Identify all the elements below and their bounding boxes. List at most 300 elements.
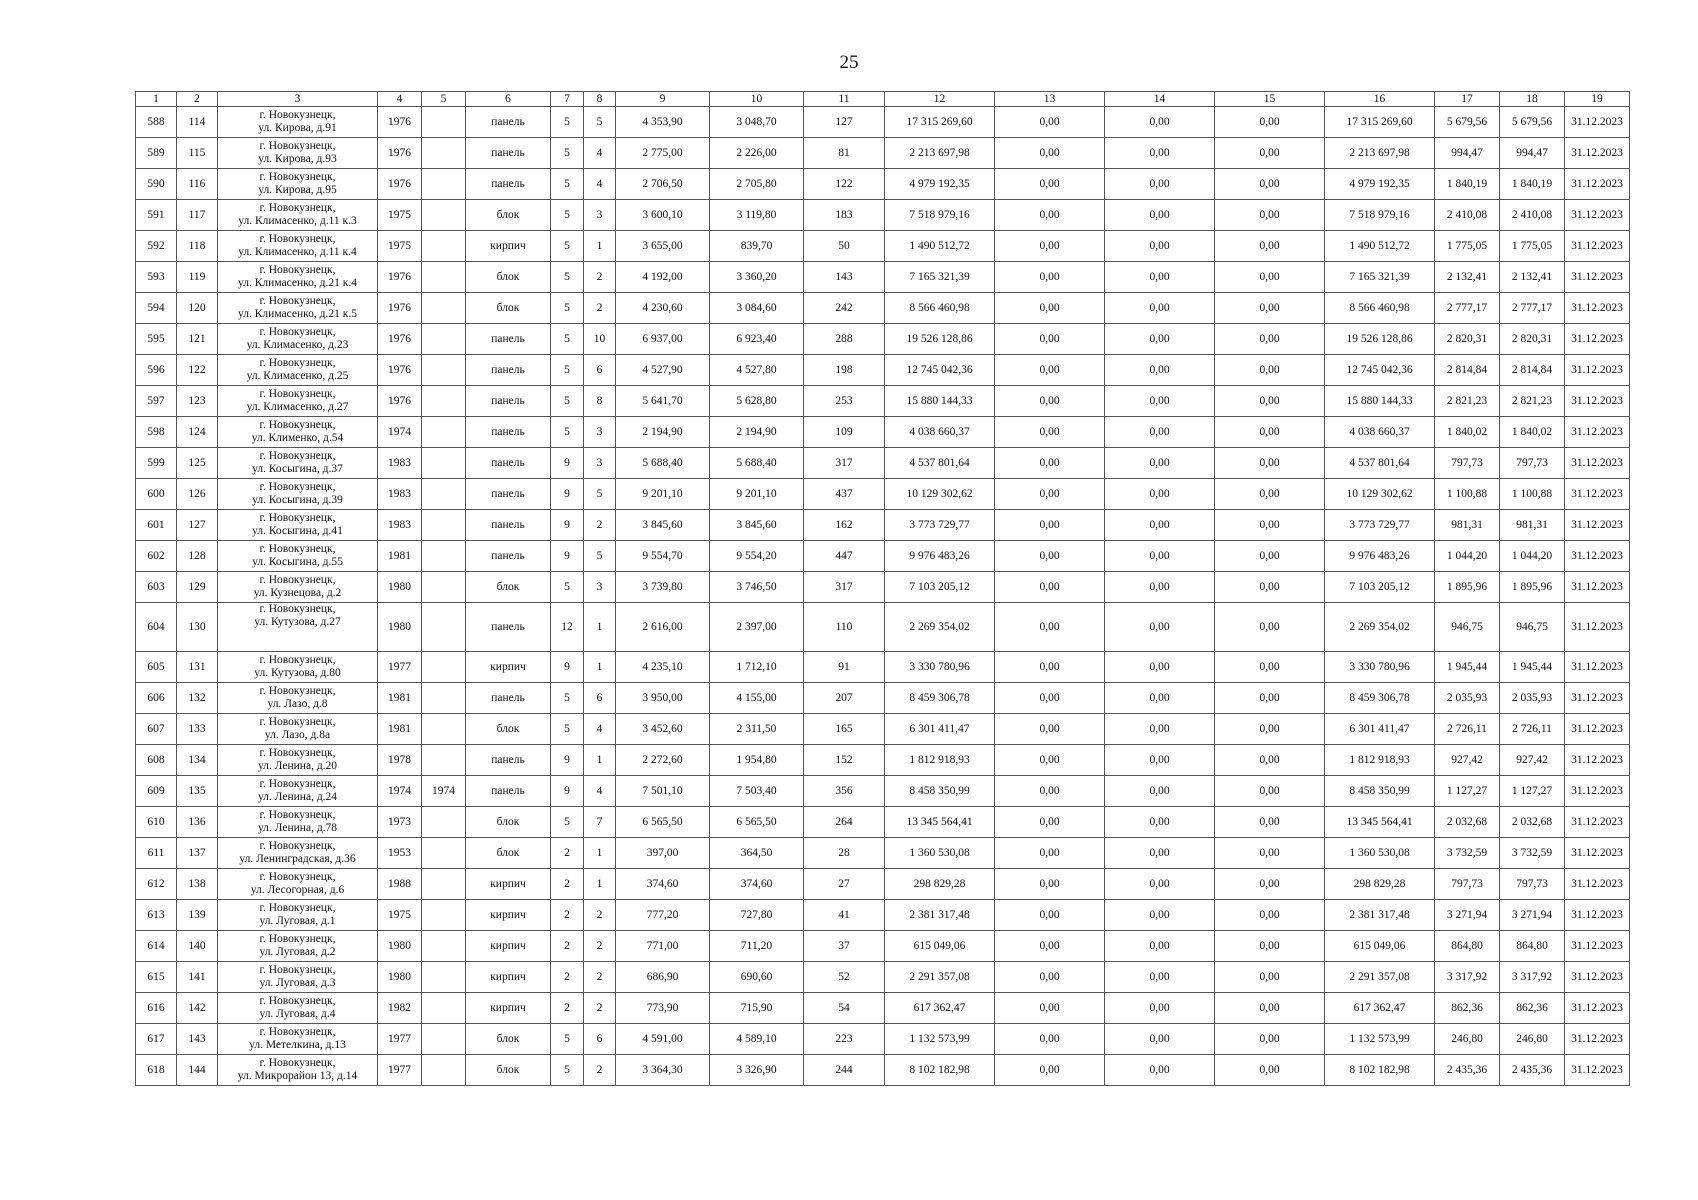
address-street: ул. Лазо, д.8 <box>267 698 328 710</box>
table-cell: 1 775,05 <box>1435 231 1500 262</box>
table-cell: 31.12.2023 <box>1565 745 1630 776</box>
table-cell: 0,00 <box>1215 448 1325 479</box>
table-cell: 3 773 729,77 <box>1325 510 1435 541</box>
table-cell: 0,00 <box>1215 838 1325 869</box>
table-cell: 7 <box>584 807 616 838</box>
address-cell <box>218 417 378 448</box>
table-row <box>136 745 1630 776</box>
table-cell: 0,00 <box>1215 652 1325 683</box>
table-cell: 593 <box>136 262 177 293</box>
table-cell: 3 739,80 <box>616 572 710 603</box>
table-cell: 126 <box>177 479 218 510</box>
address-cell <box>218 231 378 262</box>
address-city: г. Новокузнецк, <box>259 481 336 493</box>
table-cell: 1 <box>584 231 616 262</box>
table-cell <box>422 652 466 683</box>
table-cell: 1 954,80 <box>710 745 804 776</box>
table-cell: 8 458 350,99 <box>1325 776 1435 807</box>
table-row <box>136 1024 1630 1055</box>
table-cell: 0,00 <box>1215 683 1325 714</box>
table-row <box>136 355 1630 386</box>
address-cell <box>218 169 378 200</box>
table-cell: 9 <box>551 652 584 683</box>
table-cell: 127 <box>177 510 218 541</box>
table-cell: 0,00 <box>1215 931 1325 962</box>
table-cell: 0,00 <box>1105 200 1215 231</box>
table-cell: 1983 <box>378 448 422 479</box>
table-cell: 8 458 350,99 <box>885 776 995 807</box>
table-cell: 2 814,84 <box>1500 355 1565 386</box>
table-cell: 6 <box>584 355 616 386</box>
address-street: ул. Луговая, д.2 <box>259 946 336 958</box>
table-cell: 2 035,93 <box>1500 683 1565 714</box>
address-cell <box>218 993 378 1024</box>
table-cell: 600 <box>136 479 177 510</box>
table-cell: 609 <box>136 776 177 807</box>
table-cell: 2 705,80 <box>710 169 804 200</box>
table-cell: 5 <box>551 714 584 745</box>
table-cell: 3 <box>584 448 616 479</box>
table-cell: 0,00 <box>1215 993 1325 1024</box>
table-cell: 2 <box>584 931 616 962</box>
table-cell: 198 <box>804 355 885 386</box>
table-cell: 0,00 <box>995 324 1105 355</box>
table-cell: 4 589,10 <box>710 1024 804 1055</box>
table-cell: 135 <box>177 776 218 807</box>
address-cell <box>218 714 378 745</box>
table-cell: 246,80 <box>1500 1024 1565 1055</box>
address-street: ул. Метелкина, д.13 <box>249 1039 346 1051</box>
address-cell <box>218 386 378 417</box>
table-cell: 6 301 411,47 <box>885 714 995 745</box>
table-cell: 0,00 <box>1105 572 1215 603</box>
column-header: 18 <box>1500 92 1565 107</box>
table-cell: 946,75 <box>1500 603 1565 652</box>
table-cell: 1980 <box>378 572 422 603</box>
table-cell: панель <box>466 541 551 572</box>
table-cell: 4 230,60 <box>616 293 710 324</box>
table-cell: 0,00 <box>995 262 1105 293</box>
table-cell: 1 895,96 <box>1500 572 1565 603</box>
table-cell: 0,00 <box>1105 479 1215 510</box>
table-cell: 862,36 <box>1435 993 1500 1024</box>
table-cell: 608 <box>136 745 177 776</box>
table-cell: 356 <box>804 776 885 807</box>
address-city: г. Новокузнецк, <box>259 357 336 369</box>
table-cell: 2 <box>551 869 584 900</box>
table-cell: 1974 <box>378 776 422 807</box>
address-cell <box>218 745 378 776</box>
table-cell: 596 <box>136 355 177 386</box>
table-cell: 5 688,40 <box>710 448 804 479</box>
table-cell: 618 <box>136 1055 177 1086</box>
table-cell: 711,20 <box>710 931 804 962</box>
table-cell: 602 <box>136 541 177 572</box>
table-cell: 253 <box>804 386 885 417</box>
column-header: 11 <box>804 92 885 107</box>
table-cell: 2 <box>551 900 584 931</box>
table-cell: 2 <box>584 962 616 993</box>
table-cell <box>422 386 466 417</box>
address-street: ул. Луговая, д.4 <box>259 1008 336 1020</box>
table-cell: 0,00 <box>1215 386 1325 417</box>
address-city: г. Новокузнецк, <box>259 202 336 214</box>
table-cell: 12 <box>551 603 584 652</box>
table-cell: 0,00 <box>995 652 1105 683</box>
table-cell: 132 <box>177 683 218 714</box>
table-cell: 2 <box>584 262 616 293</box>
table-cell: 6 565,50 <box>710 807 804 838</box>
table-cell: 5 <box>551 386 584 417</box>
table-cell: 5 <box>551 107 584 138</box>
table-cell: 17 315 269,60 <box>1325 107 1435 138</box>
table-cell: 122 <box>804 169 885 200</box>
table-cell: 7 518 979,16 <box>885 200 995 231</box>
table-cell: 601 <box>136 510 177 541</box>
table-cell: 317 <box>804 448 885 479</box>
table-cell: 52 <box>804 962 885 993</box>
table-cell <box>422 262 466 293</box>
table-cell: 6 <box>584 683 616 714</box>
table-cell: 0,00 <box>1105 776 1215 807</box>
table-cell: 2 706,50 <box>616 169 710 200</box>
table-cell: 1 <box>584 652 616 683</box>
table-cell: 4 192,00 <box>616 262 710 293</box>
table-cell <box>422 200 466 231</box>
table-cell: 1978 <box>378 745 422 776</box>
table-cell: 137 <box>177 838 218 869</box>
table-cell: 1977 <box>378 652 422 683</box>
address-cell <box>218 931 378 962</box>
table-cell: 6 923,40 <box>710 324 804 355</box>
table-cell: 7 165 321,39 <box>885 262 995 293</box>
table-cell: 9 <box>551 479 584 510</box>
table-cell: 28 <box>804 838 885 869</box>
table-cell: 2 435,36 <box>1435 1055 1500 1086</box>
address-street: ул. Косыгина, д.37 <box>252 463 343 475</box>
table-cell: 0,00 <box>1215 355 1325 386</box>
page-number: 25 <box>839 52 859 73</box>
table-cell: 981,31 <box>1435 510 1500 541</box>
table-cell: 121 <box>177 324 218 355</box>
table-cell: 2 <box>584 293 616 324</box>
address-city: г. Новокузнецк, <box>259 419 336 431</box>
table-cell: 4 979 192,35 <box>885 169 995 200</box>
column-header: 6 <box>466 92 551 107</box>
address-street: ул. Ленинградская, д.36 <box>239 853 356 865</box>
address-city: г. Новокузнецк, <box>259 326 336 338</box>
header-row <box>136 92 1630 107</box>
table-cell: 9 976 483,26 <box>885 541 995 572</box>
address-city: г. Новокузнецк, <box>259 995 336 1007</box>
table-cell: 0,00 <box>995 448 1105 479</box>
table-cell: панель <box>466 510 551 541</box>
table-cell <box>422 107 466 138</box>
table-cell: 2 726,11 <box>1500 714 1565 745</box>
table-cell: 2 381 317,48 <box>885 900 995 931</box>
table-cell: 4 155,00 <box>710 683 804 714</box>
table-cell: 242 <box>804 293 885 324</box>
table-cell: 994,47 <box>1500 138 1565 169</box>
table-cell: 298 829,28 <box>1325 869 1435 900</box>
table-cell: 0,00 <box>995 572 1105 603</box>
address-city: г. Новокузнецк, <box>259 840 336 852</box>
table-cell: 1 840,02 <box>1500 417 1565 448</box>
table-cell: 2 226,00 <box>710 138 804 169</box>
column-header: 12 <box>885 92 995 107</box>
table-header <box>136 92 1630 107</box>
table-cell: 0,00 <box>995 293 1105 324</box>
table-cell: 15 880 144,33 <box>1325 386 1435 417</box>
table-cell: 0,00 <box>1215 262 1325 293</box>
table-cell: 118 <box>177 231 218 262</box>
address-street: ул. Климасенко, д.21 к.5 <box>238 308 357 320</box>
address-city: г. Новокузнецк, <box>259 716 336 728</box>
table-cell: 0,00 <box>1215 714 1325 745</box>
table-cell: 0,00 <box>1215 1055 1325 1086</box>
table-cell: 0,00 <box>1105 1024 1215 1055</box>
table-cell: 31.12.2023 <box>1565 138 1630 169</box>
address-city: г. Новокузнецк, <box>259 574 336 586</box>
table-cell: 5 <box>551 417 584 448</box>
table-cell: 2 035,93 <box>1435 683 1500 714</box>
table-cell: 864,80 <box>1435 931 1500 962</box>
table-cell: 1 360 530,08 <box>885 838 995 869</box>
address-cell <box>218 479 378 510</box>
table-row <box>136 138 1630 169</box>
table-cell: 773,90 <box>616 993 710 1024</box>
table-cell: 1976 <box>378 262 422 293</box>
table-row <box>136 714 1630 745</box>
address-street: ул. Клименко, д.54 <box>251 432 344 444</box>
table-cell: 31.12.2023 <box>1565 714 1630 745</box>
column-header: 7 <box>551 92 584 107</box>
table-cell: 1981 <box>378 541 422 572</box>
table-cell: 0,00 <box>995 231 1105 262</box>
table-cell: 143 <box>177 1024 218 1055</box>
table-cell: 0,00 <box>1215 169 1325 200</box>
table-cell: 981,31 <box>1500 510 1565 541</box>
table-cell: 1 100,88 <box>1500 479 1565 510</box>
address-cell <box>218 652 378 683</box>
table-cell: 2 616,00 <box>616 603 710 652</box>
table-cell: 8 102 182,98 <box>1325 1055 1435 1086</box>
table-cell: 6 301 411,47 <box>1325 714 1435 745</box>
table-cell: 0,00 <box>1105 138 1215 169</box>
table-cell: 0,00 <box>995 107 1105 138</box>
table-cell: 4 979 192,35 <box>1325 169 1435 200</box>
table-cell: 264 <box>804 807 885 838</box>
table-cell: 611 <box>136 838 177 869</box>
table-cell: 10 <box>584 324 616 355</box>
table-cell: 592 <box>136 231 177 262</box>
table-cell: 5 <box>551 138 584 169</box>
address-city: г. Новокузнецк, <box>259 450 336 462</box>
table-cell: 1 490 512,72 <box>885 231 995 262</box>
table-cell: 6 937,00 <box>616 324 710 355</box>
table-cell: 5 <box>551 1055 584 1086</box>
table-cell: 0,00 <box>995 714 1105 745</box>
table-cell: 0,00 <box>1215 417 1325 448</box>
address-cell <box>218 683 378 714</box>
table-row <box>136 603 1630 652</box>
table-cell: 2 032,68 <box>1435 807 1500 838</box>
table-cell: 0,00 <box>1105 807 1215 838</box>
table-cell: 133 <box>177 714 218 745</box>
table-cell: 927,42 <box>1435 745 1500 776</box>
table-cell: 2 775,00 <box>616 138 710 169</box>
table-cell: 143 <box>804 262 885 293</box>
column-header: 8 <box>584 92 616 107</box>
address-street: ул. Кузнецова, д.2 <box>253 587 342 599</box>
table-cell: 0,00 <box>995 138 1105 169</box>
table-cell: 0,00 <box>995 931 1105 962</box>
table-cell: 31.12.2023 <box>1565 776 1630 807</box>
table-cell: 1 840,19 <box>1500 169 1565 200</box>
column-header: 4 <box>378 92 422 107</box>
table-cell: 1 945,44 <box>1435 652 1500 683</box>
table-cell: 9 <box>551 448 584 479</box>
address-cell <box>218 324 378 355</box>
table-cell: 3 773 729,77 <box>885 510 995 541</box>
table-cell: 1 840,02 <box>1435 417 1500 448</box>
table-cell <box>422 355 466 386</box>
table-cell: 3 732,59 <box>1500 838 1565 869</box>
table-cell: 5 <box>551 200 584 231</box>
table-cell: 1 132 573,99 <box>885 1024 995 1055</box>
table-cell: 120 <box>177 293 218 324</box>
table-cell: 4 527,80 <box>710 355 804 386</box>
table-cell: панель <box>466 417 551 448</box>
table-cell: 0,00 <box>1105 838 1215 869</box>
table-cell: 0,00 <box>1105 169 1215 200</box>
table-cell: 3 452,60 <box>616 714 710 745</box>
table-cell: 122 <box>177 355 218 386</box>
table-cell: 2 291 357,08 <box>885 962 995 993</box>
table-cell: 115 <box>177 138 218 169</box>
table-cell: 5 688,40 <box>616 448 710 479</box>
column-header: 5 <box>422 92 466 107</box>
table-cell <box>422 603 466 652</box>
table-cell: 17 315 269,60 <box>885 107 995 138</box>
table-cell: 4 <box>584 714 616 745</box>
table-cell: 374,60 <box>710 869 804 900</box>
table-cell: 127 <box>804 107 885 138</box>
table-cell: 615 049,06 <box>1325 931 1435 962</box>
table-cell: 27 <box>804 869 885 900</box>
table-cell: 140 <box>177 931 218 962</box>
table-cell: 603 <box>136 572 177 603</box>
address-cell <box>218 900 378 931</box>
table-cell: 31.12.2023 <box>1565 541 1630 572</box>
column-header: 14 <box>1105 92 1215 107</box>
table-cell: 244 <box>804 1055 885 1086</box>
address-city: г. Новокузнецк, <box>259 654 336 666</box>
table-cell: 3 845,60 <box>616 510 710 541</box>
address-cell <box>218 1055 378 1086</box>
address-cell <box>218 603 378 652</box>
table-cell: 0,00 <box>1215 200 1325 231</box>
table-cell: 1988 <box>378 869 422 900</box>
table-cell: 1 <box>584 603 616 652</box>
table-cell: 31.12.2023 <box>1565 993 1630 1024</box>
table-cell: 2 814,84 <box>1435 355 1500 386</box>
table-cell <box>422 838 466 869</box>
table-cell: 1975 <box>378 200 422 231</box>
table-cell: 31.12.2023 <box>1565 572 1630 603</box>
table-cell: кирпич <box>466 900 551 931</box>
table-row <box>136 572 1630 603</box>
table-cell: 4 235,10 <box>616 652 710 683</box>
table-cell: 613 <box>136 900 177 931</box>
table-cell: панель <box>466 355 551 386</box>
column-header: 17 <box>1435 92 1500 107</box>
address-cell <box>218 541 378 572</box>
table-cell: 1 044,20 <box>1500 541 1565 572</box>
table-cell: 0,00 <box>1215 293 1325 324</box>
column-header: 3 <box>218 92 378 107</box>
table-row <box>136 1055 1630 1086</box>
table-cell <box>422 510 466 541</box>
address-city: г. Новокузнецк, <box>259 871 336 883</box>
table-cell: 0,00 <box>995 603 1105 652</box>
table-cell: 1976 <box>378 386 422 417</box>
table-cell <box>422 869 466 900</box>
table-cell: 2 435,36 <box>1500 1055 1565 1086</box>
table-cell: 9 201,10 <box>710 479 804 510</box>
table-cell: 946,75 <box>1435 603 1500 652</box>
table-cell: 615 <box>136 962 177 993</box>
table-cell: 31.12.2023 <box>1565 603 1630 652</box>
table-cell: 797,73 <box>1435 869 1500 900</box>
table-cell: 1975 <box>378 900 422 931</box>
address-city: г. Новокузнецк, <box>259 295 336 307</box>
address-street: ул. Лазо, д.8а <box>264 729 331 741</box>
address-street: ул. Климасенко, д.27 <box>246 401 349 413</box>
table-row <box>136 510 1630 541</box>
table-cell: 0,00 <box>995 386 1105 417</box>
table-cell: 2 821,23 <box>1435 386 1500 417</box>
table-cell: 0,00 <box>995 169 1105 200</box>
table-cell: 5 628,80 <box>710 386 804 417</box>
column-header: 15 <box>1215 92 1325 107</box>
table-cell: кирпич <box>466 993 551 1024</box>
address-city: г. Новокузнецк, <box>259 512 336 524</box>
table-cell: панель <box>466 479 551 510</box>
table-cell: 0,00 <box>1105 603 1215 652</box>
address-street: ул. Кирова, д.91 <box>258 122 337 134</box>
table-cell: 597 <box>136 386 177 417</box>
table-cell <box>422 683 466 714</box>
table-cell: 0,00 <box>1105 510 1215 541</box>
table-cell <box>422 962 466 993</box>
address-city: г. Новокузнецк, <box>259 264 336 276</box>
table-cell: блок <box>466 1055 551 1086</box>
table-row <box>136 683 1630 714</box>
table-cell: 129 <box>177 572 218 603</box>
table-row <box>136 448 1630 479</box>
table-cell: 617 <box>136 1024 177 1055</box>
table-cell: 7 165 321,39 <box>1325 262 1435 293</box>
table-cell: 138 <box>177 869 218 900</box>
table-cell: панель <box>466 386 551 417</box>
table-cell: 1 132 573,99 <box>1325 1024 1435 1055</box>
table-cell: 1 812 918,93 <box>885 745 995 776</box>
address-street: ул. Климасенко, д.11 к.3 <box>238 215 357 227</box>
table-cell: 4 353,90 <box>616 107 710 138</box>
table-cell: 2 <box>551 931 584 962</box>
address-cell <box>218 572 378 603</box>
